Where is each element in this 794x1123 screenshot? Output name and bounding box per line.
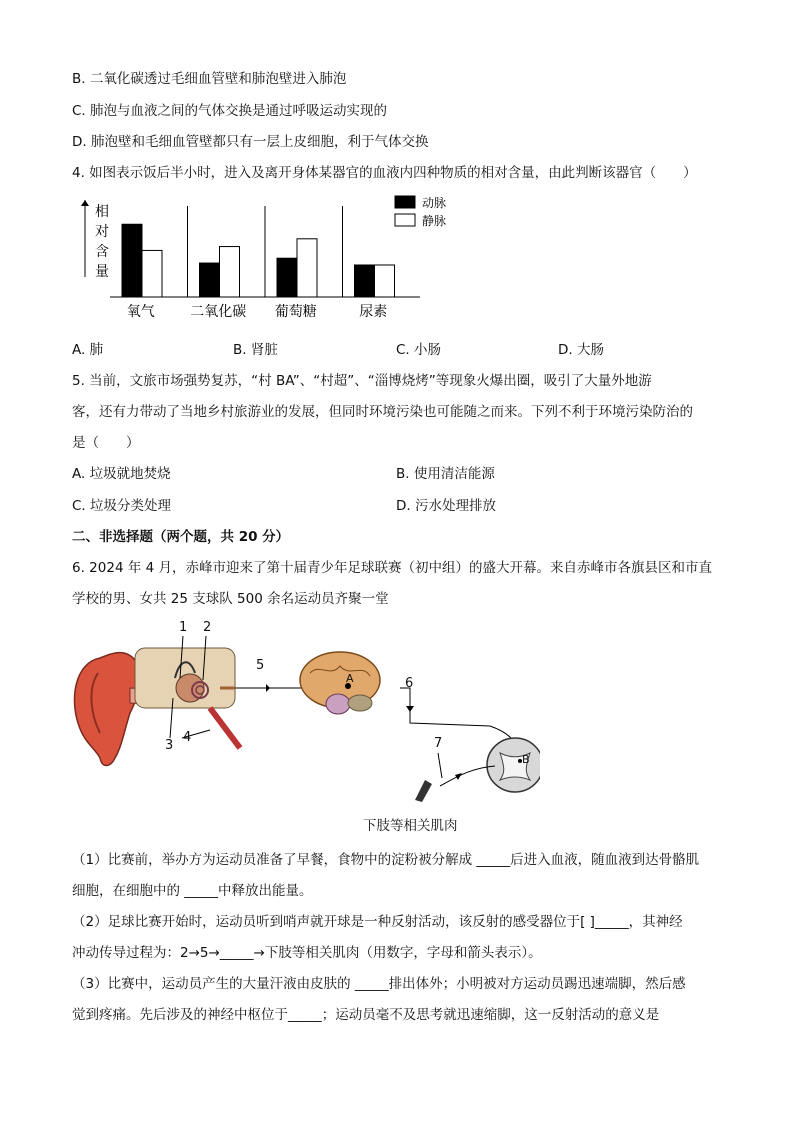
legend-swatch [395, 214, 415, 226]
reflex-figure [70, 618, 540, 833]
spinal-cord-illustration [487, 738, 540, 792]
q4-stem: 4. 如图表示饭后半小时，进入及离开身体某器官的血液内四种物质的相对含量，由此判断该器官（ ） [72, 165, 697, 181]
bar-chart [80, 192, 460, 327]
muscle-shape [415, 780, 432, 802]
q6-part2-line2: 冲动传导过程为：2→5→_____→下肢等相关肌肉（用数字，字母和箭头表示）。 [72, 945, 542, 961]
chart-bars [122, 224, 395, 297]
q6-part1-line2: 细胞，在细胞中的 _____中释放出能量。 [72, 883, 313, 899]
label-2: 2 [203, 620, 212, 635]
q3-option-b: B. 二氧化碳透过毛细血管壁和肺泡壁进入肺泡 [72, 71, 347, 87]
label-7: 7 [434, 736, 443, 751]
ear-illustration [74, 648, 240, 766]
q4-option-c: C. 小肠 [396, 342, 442, 358]
label-B: B [522, 753, 530, 766]
q4-option-b: B. 肾脏 [233, 342, 278, 358]
label-4: 4 [183, 730, 192, 745]
legend-swatch [395, 196, 415, 208]
q4-option-d: D. 大肠 [558, 342, 604, 358]
q5-option-d: D. 污水处理排放 [396, 498, 496, 514]
q6-stem-line1: 6. 2024 年 4 月，赤峰市迎来了第十届青少年足球联赛（初中组）的盛大开幕。来自赤峰市各旗县区和市直 [72, 560, 712, 576]
q6-part3-line1: （3）比赛中，运动员产生的大量汗液由皮肤的 _____排出体外；小明被对方运动员踢迅速端脚，然后感 [72, 976, 686, 992]
q3-option-d: D. 肺泡壁和毛细血管壁都只有一层上皮细胞，利于气体交换 [72, 134, 429, 150]
bar-artery [277, 258, 297, 297]
q5-option-b: B. 使用清洁能源 [396, 466, 495, 482]
y-axis-label-char: 相 [95, 204, 109, 220]
q5-stem-line3: 是（ ） [72, 435, 140, 451]
q6-stem-line2: 学校的男、女共 25 支球队 500 余名运动员齐聚一堂 [72, 591, 389, 607]
bar-vein [297, 239, 317, 297]
q5-stem-line2: 客，还有力带动了当地乡村旅游业的发展，但同时环境污染也可能随之而来。下列不利于环境污染防治的 [72, 404, 693, 420]
q3-option-c: C. 肺泡与血液之间的气体交换是通过呼吸运动实现的 [72, 103, 388, 119]
label-1: 1 [179, 620, 188, 635]
figure-caption: 下肢等相关肌肉 [363, 818, 458, 834]
y-axis-label-char: 量 [95, 264, 109, 280]
y-axis-label-char: 对 [95, 224, 109, 240]
reflex-diagram [70, 618, 540, 833]
y-axis-label-char: 含 [95, 244, 109, 260]
q5-option-a: A. 垃圾就地焚烧 [72, 466, 171, 482]
section-2-title: 二、非选择题（两个题，共 20 分） [72, 529, 290, 545]
y-arrow-head [81, 200, 89, 206]
brain-illustration [300, 652, 380, 714]
label-6: 6 [405, 676, 414, 691]
q6-part3-line2: 觉到疼痛。先后涉及的神经中枢位于_____；运动员毫不及思考就迅速缩脚，这一反射活动的意义是 [72, 1007, 660, 1023]
bar-artery [200, 263, 220, 297]
q6-part2-line1: （2）足球比赛开始时，运动员听到哨声就开球是一种反射活动，该反射的感受器位于[ ]_____，其神经 [72, 914, 683, 930]
q5-stem-line1: 5. 当前，文旅市场强势复苏，“村 BA”、“村超”、“淄博烧烤”等现象火爆出圈，吸引了大量外地游 [72, 373, 652, 389]
bar-artery [355, 265, 375, 297]
bar-artery [122, 224, 142, 297]
x-tick-label: 二氧化碳 [190, 304, 247, 320]
bar-vein [375, 265, 395, 297]
q4-option-a: A. 肺 [72, 342, 104, 358]
label-3: 3 [165, 738, 174, 753]
x-tick-label: 葡萄糖 [274, 304, 317, 320]
q6-part1-line1: （1）比赛前，举办方为运动员准备了早餐，食物中的淀粉被分解成 _____后进入血液，随血液到达骨骼肌 [72, 852, 700, 868]
x-tick-label: 尿素 [359, 304, 388, 320]
legend-label: 静脉 [422, 214, 447, 228]
bar-vein [142, 250, 162, 297]
q5-option-c: C. 垃圾分类处理 [72, 498, 172, 514]
x-tick-label: 氧气 [126, 304, 155, 320]
bar-vein [220, 247, 240, 297]
label-A: A [346, 672, 354, 685]
label-5: 5 [256, 658, 265, 673]
legend-label: 动脉 [422, 196, 447, 210]
